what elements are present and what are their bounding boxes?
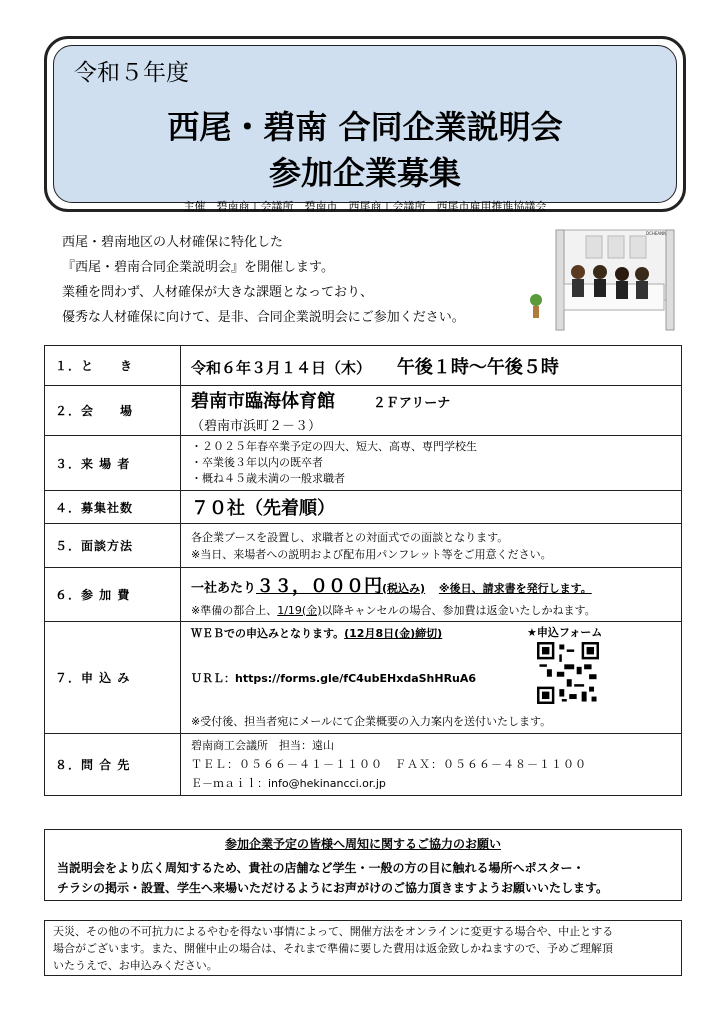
event-date: 令和６年３月１４日（木） — [191, 358, 372, 377]
venue-name: 碧南市臨海体育館 — [191, 391, 335, 412]
label-fee: ６．参 加 費 — [45, 568, 181, 622]
cancel-note-pre: ※準備の都合上、 — [191, 603, 278, 617]
form-url[interactable]: https://forms.gle/fC4ubEHxdaShHRuA6 — [235, 672, 477, 685]
intro-line: 業種を問わず、人材確保が大きな課題となっており、 — [62, 285, 373, 300]
company-count: ７０社（先着順） — [191, 498, 335, 519]
job-fair-booth-illustration — [516, 224, 676, 334]
value-companies — [181, 491, 682, 524]
table-row — [45, 568, 682, 622]
notice-line: チラシの掲示・設置、学生へ来場いただけるようにお声がけのご協力頂きますようお願いいたします。 — [57, 881, 609, 895]
cancel-date: 1/19(金) — [277, 603, 322, 617]
event-title: 西尾・碧南 合同企業説明会 — [167, 108, 563, 146]
disclaimer — [44, 920, 682, 976]
invoice-note: ※後日、請求書を発行します。 — [438, 581, 592, 595]
visitor-item: ・２０２５年春卒業予定の四大、短大、高専、専門学校生 — [191, 440, 477, 453]
label-companies: ４．募集社数 — [45, 491, 181, 524]
table-row — [45, 734, 682, 796]
value-interview — [181, 524, 682, 568]
email-label: Ｅ－ｍａｉｌ： — [191, 777, 268, 790]
disclaimer-line: 天災、その他の不可抗力によるやむを得ない事情によって、開催方法をオンラインに変更する場合や、中止とする — [53, 925, 614, 938]
label-visitors: ３．来 場 者 — [45, 436, 181, 491]
fiscal-year: 令和５年度 — [74, 60, 189, 86]
table-row — [45, 622, 682, 734]
disclaimer-line: いたうえで、お申込みください。 — [53, 959, 218, 972]
label-venue: ２．会 場 — [45, 386, 181, 436]
venue-hall: ２Ｆアリーナ — [372, 396, 451, 411]
intro-line: 『西尾・碧南合同企業説明会』を開催します。 — [62, 260, 334, 275]
value-contact — [181, 734, 682, 796]
fee-tax: (税込み) — [382, 581, 426, 595]
value-venue — [181, 386, 682, 436]
value-apply — [181, 622, 682, 734]
cancel-note-post: 以降キャンセルの場合、参加費は返金いたしかねます。 — [321, 603, 596, 617]
cooperation-notice — [44, 829, 682, 901]
apply-after-note: ※受付後、担当者宛にメールにて企業概要の入力案内を送付いたします。 — [191, 715, 552, 728]
contact-email[interactable]: info@hekinancci.or.jp — [268, 777, 386, 790]
table-row — [45, 491, 682, 524]
disclaimer-line: 場合がございます。また、開催中止の場合は、それまで準備に要した費用は返金致しかねますので、予めご理解頂 — [53, 942, 613, 955]
qr-code-icon[interactable] — [537, 642, 599, 704]
event-details-table — [44, 345, 682, 796]
interview-note: ※当日、来場者への説明および配布用パンフレット等をご用意ください。 — [191, 547, 552, 561]
form-label: ★申込フォーム — [527, 626, 603, 639]
label-contact: ８．問 合 先 — [45, 734, 181, 796]
notice-body — [57, 858, 681, 898]
label-date: １．と き — [45, 346, 181, 386]
url-label: ＵＲＬ： — [191, 672, 235, 685]
label-apply: ７．申 込 み — [45, 622, 181, 734]
label-interview: ５．面談方法 — [45, 524, 181, 568]
table-row — [45, 436, 682, 491]
fee-prefix: 一社あたり — [191, 580, 257, 596]
notice-line: 当説明会をより広く周知するため、貴社の店舗など学生・一般の方の目に触れる場所へポスター・ — [57, 861, 585, 875]
venue-address: （碧南市浜町２－３） — [191, 419, 322, 434]
intro-line: 優秀な人材確保に向けて、是非、合同企業説明会にご参加ください。 — [62, 310, 465, 325]
value-visitors — [181, 436, 682, 491]
visitor-item: ・概ね４５歳未満の一般求職者 — [191, 472, 345, 485]
intro-line: 西尾・碧南地区の人材確保に特化した — [62, 235, 284, 250]
contact-org: 碧南商工会議所 担当：遠山 — [191, 739, 334, 752]
apply-deadline: (12月8日(金)締切) — [344, 627, 443, 640]
table-row — [45, 524, 682, 568]
event-time: 午後１時～午後５時 — [396, 356, 559, 378]
booth-sign: DCHEANN — [646, 231, 667, 236]
fee-amount: ３３，０００円 — [256, 575, 383, 597]
event-subtitle: 参加企業募集 — [268, 154, 461, 192]
header-panel — [53, 45, 677, 213]
visitor-item: ・卒業後３年以内の既卒者 — [191, 456, 323, 469]
header-banner — [44, 36, 686, 212]
intro-text — [62, 230, 465, 330]
organizers: 主催 碧南商工会議所 碧南市 西尾商工会議所 西尾市雇用推進協議会 — [183, 200, 547, 213]
table-row — [45, 346, 682, 386]
value-fee — [181, 568, 682, 622]
interview-line: 各企業ブースを設置し、求職者との対面式での面談となります。 — [191, 530, 509, 544]
table-row — [45, 386, 682, 436]
contact-phone: ＴＥＬ：０５６６－４１－１１００ ＦＡＸ：０５６６－４８－１１００ — [191, 758, 587, 771]
value-date — [181, 346, 682, 386]
web-apply: ＷＥＢでの申込みとなります。 — [191, 627, 345, 640]
notice-title: 参加企業予定の皆様へ周知に関するご協力のお願い — [224, 837, 501, 851]
